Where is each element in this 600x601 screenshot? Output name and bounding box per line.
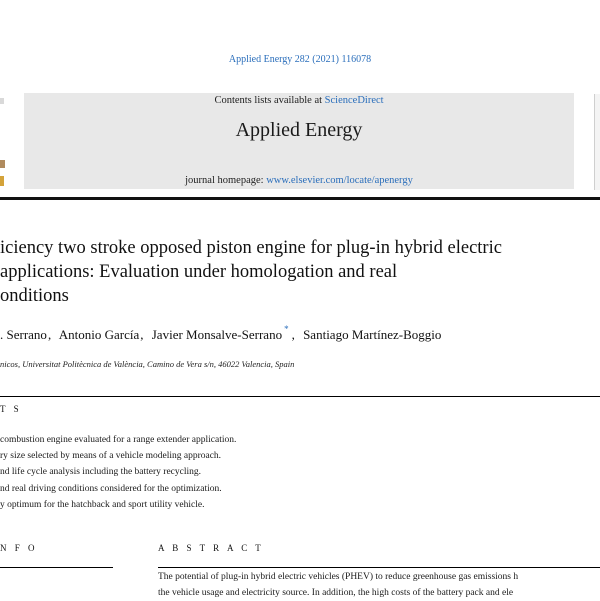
highlights-heading: T S <box>0 404 22 414</box>
title-line: applications: Evaluation under homologation and real <box>0 260 600 284</box>
highlight-item: y optimum for the hatchback and sport utility vehicle. <box>0 497 600 513</box>
journal-title: Applied Energy <box>24 119 574 142</box>
highlights-list <box>0 432 600 513</box>
title-line: onditions <box>0 284 600 308</box>
author-separator: , <box>48 327 51 342</box>
highlight-item: combustion engine evaluated for a range extender application. <box>0 432 600 448</box>
corresponding-author-marker[interactable]: * <box>284 324 289 334</box>
abstract-rule <box>158 567 600 568</box>
journal-cover-thumbnail <box>594 94 600 190</box>
author-name[interactable]: Santiago Martínez-Boggio <box>303 327 441 342</box>
abstract-heading: A B S T R A C T <box>158 543 264 553</box>
journal-homepage-line <box>24 175 574 186</box>
author-prefix: . <box>0 327 3 342</box>
author-list <box>0 327 600 343</box>
highlights-rule <box>0 396 600 397</box>
article-info-rule <box>0 567 113 568</box>
sciencedirect-link[interactable]: ScienceDirect <box>325 95 384 106</box>
author-name[interactable]: Javier Monsalve-Serrano <box>152 327 282 342</box>
homepage-prefix: journal homepage: <box>185 175 266 186</box>
highlight-item: ry size selected by means of a vehicle modeling approach. <box>0 448 600 464</box>
elsevier-logo-fragment <box>0 98 4 104</box>
contents-availability-line <box>24 95 574 106</box>
author-name[interactable]: Serrano <box>7 327 47 342</box>
author-affiliation: nicos, Universitat Politècnica de València, Camino de Vera s/n, 46022 Valencia, Spain <box>0 359 600 369</box>
abstract-line: the vehicle usage and electricity source. In addition, the high costs of the battery pack and ele <box>158 586 600 601</box>
journal-header-banner <box>24 93 574 189</box>
author-separator: , <box>140 327 143 342</box>
elsevier-tree-logo-fragment <box>0 160 5 168</box>
author-separator: , <box>292 327 295 342</box>
contents-prefix: Contents lists available at <box>214 95 324 106</box>
homepage-link[interactable]: www.elsevier.com/locate/apenergy <box>266 175 413 186</box>
highlight-item: nd life cycle analysis including the battery recycling. <box>0 464 600 480</box>
header-divider <box>0 197 600 200</box>
author-name[interactable]: Antonio García <box>59 327 140 342</box>
title-line: iciency two stroke opposed piston engine for plug-in hybrid electric <box>0 236 600 260</box>
article-info-heading: N F O <box>0 543 38 553</box>
article-title <box>0 236 600 308</box>
highlight-item: nd real driving conditions considered for the optimization. <box>0 481 600 497</box>
abstract-line: The potential of plug-in hybrid electric vehicles (PHEV) to reduce greenhouse gas emissions h <box>158 570 600 586</box>
journal-citation[interactable]: Applied Energy 282 (2021) 116078 <box>0 54 600 65</box>
elsevier-logo-mark-fragment <box>0 176 4 186</box>
abstract-body <box>158 570 600 601</box>
